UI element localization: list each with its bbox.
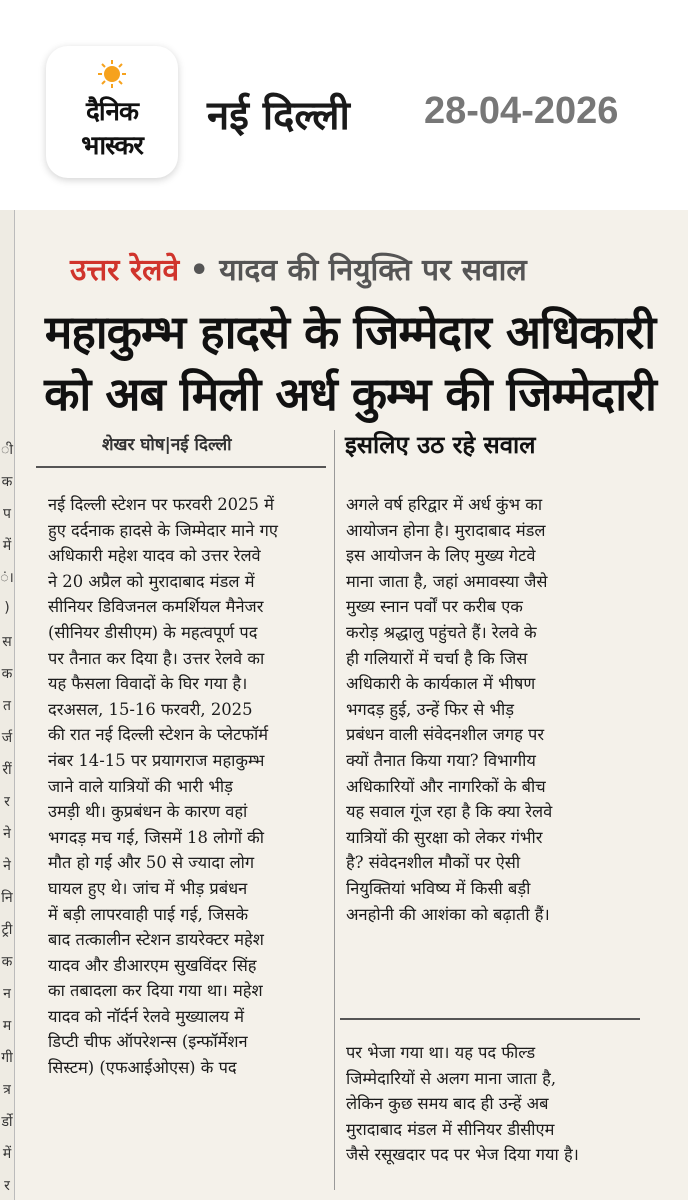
logo-text-line2: भास्कर (81, 131, 143, 161)
clip-fragment-char: र (4, 794, 10, 810)
article-line: यात्रियों की सुरक्षा को लेकर गंभीर (346, 827, 543, 847)
article-line: का तबादला कर दिया गया था। महेश (48, 981, 263, 1001)
article-line: मुख्य स्नान पर्वों पर करीब एक (346, 597, 523, 617)
article-line: नई दिल्ली स्टेशन पर फरवरी 2025 में (48, 495, 274, 514)
clip-fragment-char: त (3, 698, 11, 714)
clip-fragment-char: र्डो (1, 1114, 13, 1130)
article-line: माना जाता है, जहां अमावस्या जैसे (346, 571, 548, 591)
app-header (0, 0, 688, 210)
logo-text-line1: दैनिक (86, 97, 138, 127)
article-line: अधिकारी महेश यादव को उत्तर रेलवे (48, 546, 261, 566)
article-column-left (48, 492, 328, 1081)
clip-fragment-char: ने (3, 826, 11, 842)
adjacent-column-fragment (0, 210, 15, 1200)
sun-icon (98, 60, 126, 88)
edition-date: 28-04-2026 (424, 90, 619, 132)
article-line: करोड़ श्रद्धालु पहुंचते हैं। रेलवे के (346, 622, 537, 642)
article-line: सिस्टम) (एफआईओएस) के पद (48, 1058, 237, 1078)
article-line: ने 20 अप्रैल को मुरादाबाद मंडल में (48, 571, 255, 591)
clip-fragment-char: क (1, 954, 13, 970)
article-line: मुरादाबाद मंडल में सीनियर डीसीएम (346, 1119, 555, 1139)
clip-fragment-char: क (1, 474, 13, 490)
article-line: डिप्टी चीफ ऑपरेशन्स (इन्फॉर्मेशन (48, 1032, 248, 1052)
article-column-right-box (346, 492, 632, 927)
byline: शेखर घोष|नई दिल्ली (102, 435, 232, 455)
article-line: यह सवाल गूंज रहा है कि क्या रेलवे (346, 802, 553, 822)
article-line: भगदड़ हुई, उन्हें फिर से भीड़ (346, 699, 515, 719)
article-line: नंबर 14-15 पर प्रयागराज महाकुम्भ (48, 750, 265, 770)
city-label: नई दिल्ली (207, 93, 350, 139)
clip-fragment-char: स (2, 634, 12, 650)
headline-line-1: महाकुम्भ हादसे के जिम्मेदार अधिकारी (44, 305, 656, 359)
headline-line-2: को अब मिली अर्ध कुम्भ की जिम्मेदारी (44, 367, 656, 421)
article-line: (सीनियर डीसीएम) के महत्वपूर्ण पद (48, 622, 258, 642)
clip-fragment-char: म (2, 1018, 12, 1034)
column-divider (334, 430, 335, 1190)
article-line: अगले वर्ष हरिद्वार में अर्ध कुंभ का (346, 495, 543, 514)
clip-fragment-char: र (4, 1178, 10, 1194)
clip-fragment-char: ) (4, 600, 10, 616)
clip-fragment-char: न (3, 986, 11, 1002)
article-line: है? संवेदनशील मौकों पर ऐसी (346, 853, 521, 873)
article-line: प्रबंधन वाली संवेदनशील जगह पर (346, 725, 545, 745)
article-line: अनहोनी की आशंका को बढ़ाती हैं। (346, 904, 550, 924)
article-line: जाने वाले यात्रियों की भारी भीड़ (48, 776, 233, 796)
clip-fragment-char: क (1, 666, 13, 682)
article-line: मौत हो गई और 50 से ज्यादा लोग (48, 853, 255, 873)
kicker-topic: • यादव की नियुक्ति पर सवाल (189, 253, 527, 288)
article-line: नियुक्तियां भविष्य में किसी बड़ी (346, 878, 531, 898)
article-line: की रात नई दिल्ली स्टेशन के प्लेटफॉर्म (48, 725, 269, 745)
article-line: बाद तत्कालीन स्टेशन डायरेक्टर महेश (48, 930, 264, 950)
dainik-bhaskar-logo[interactable] (46, 46, 178, 178)
clip-fragment-char: प (3, 506, 11, 522)
clip-fragment-char: ने (3, 858, 11, 874)
article-line: ही गलियारों में चर्चा है कि जिस (346, 648, 528, 668)
article-line: यादव को नॉर्दर्न रेलवे मुख्यालय में (48, 1006, 245, 1026)
article-line: यादव और डीआरएम सुखविंदर सिंह (48, 955, 257, 975)
article-line: आयोजन होना है। मुरादाबाद मंडल (346, 520, 546, 540)
article-column-right-continued (346, 1040, 632, 1168)
article-line: पर तैनात कर दिया है। उत्तर रेलवे का (48, 648, 265, 668)
clip-fragment-char: ी (1, 442, 13, 458)
article-line: में बड़ी लापरवाही पाई गई, जिसके (48, 904, 249, 924)
clip-fragment-char: में (2, 1146, 12, 1162)
article-line: अधिकारियों और नागरिकों के बीच (346, 776, 546, 796)
clip-fragment-char: में (2, 538, 12, 554)
article-line: अधिकारी के कार्यकाल में भीषण (346, 674, 536, 694)
clip-fragment-char: ट्री (1, 922, 13, 938)
article-line: जिम्मेदारियों से अलग माना जाता है, (346, 1068, 557, 1088)
byline-divider (36, 466, 326, 468)
article-line: सीनियर डिविजनल कमर्शियल मैनेजर (48, 597, 264, 617)
clip-fragment-char: ं। (0, 570, 14, 586)
article-line: दरअसल, 15-16 फरवरी, 2025 (48, 699, 253, 719)
article-line: यह फैसला विवादों के घिर गया है। (48, 674, 248, 694)
article-line: लेकिन कुछ समय बाद ही उन्हें अब (346, 1094, 549, 1114)
clip-fragment-char: नि (1, 890, 13, 906)
article-line: हुए दर्दनाक हादसे के जिम्मेदार माने गए (48, 520, 278, 540)
subheading: इसलिए उठ रहे सवाल (345, 431, 536, 459)
clip-fragment-char: गी (1, 1050, 13, 1066)
clip-fragment-char: र्ज (1, 730, 13, 746)
article-line: भगदड़ मच गई, जिसमें 18 लोगों की (48, 827, 264, 847)
article-kicker (70, 248, 527, 289)
clip-fragment-char: रीं (2, 762, 12, 778)
article-line: जैसे रसूखदार पद पर भेज दिया गया है। (346, 1145, 579, 1165)
box-divider (340, 1018, 640, 1020)
article-line: क्यों तैनात किया गया? विभागीय (346, 750, 536, 770)
article-line: घायल हुए थे। जांच में भीड़ प्रबंधन (48, 878, 248, 898)
article-line: उमड़ी थी। कुप्रबंधन के कारण वहां (48, 802, 248, 822)
clip-fragment-char: त्र (3, 1082, 11, 1098)
kicker-section: उत्तर रेलवे (70, 253, 180, 288)
article-line: पर भेजा गया था। यह पद फील्ड (346, 1043, 536, 1062)
article-line: इस आयोजन के लिए मुख्य गेटवे (346, 546, 536, 566)
